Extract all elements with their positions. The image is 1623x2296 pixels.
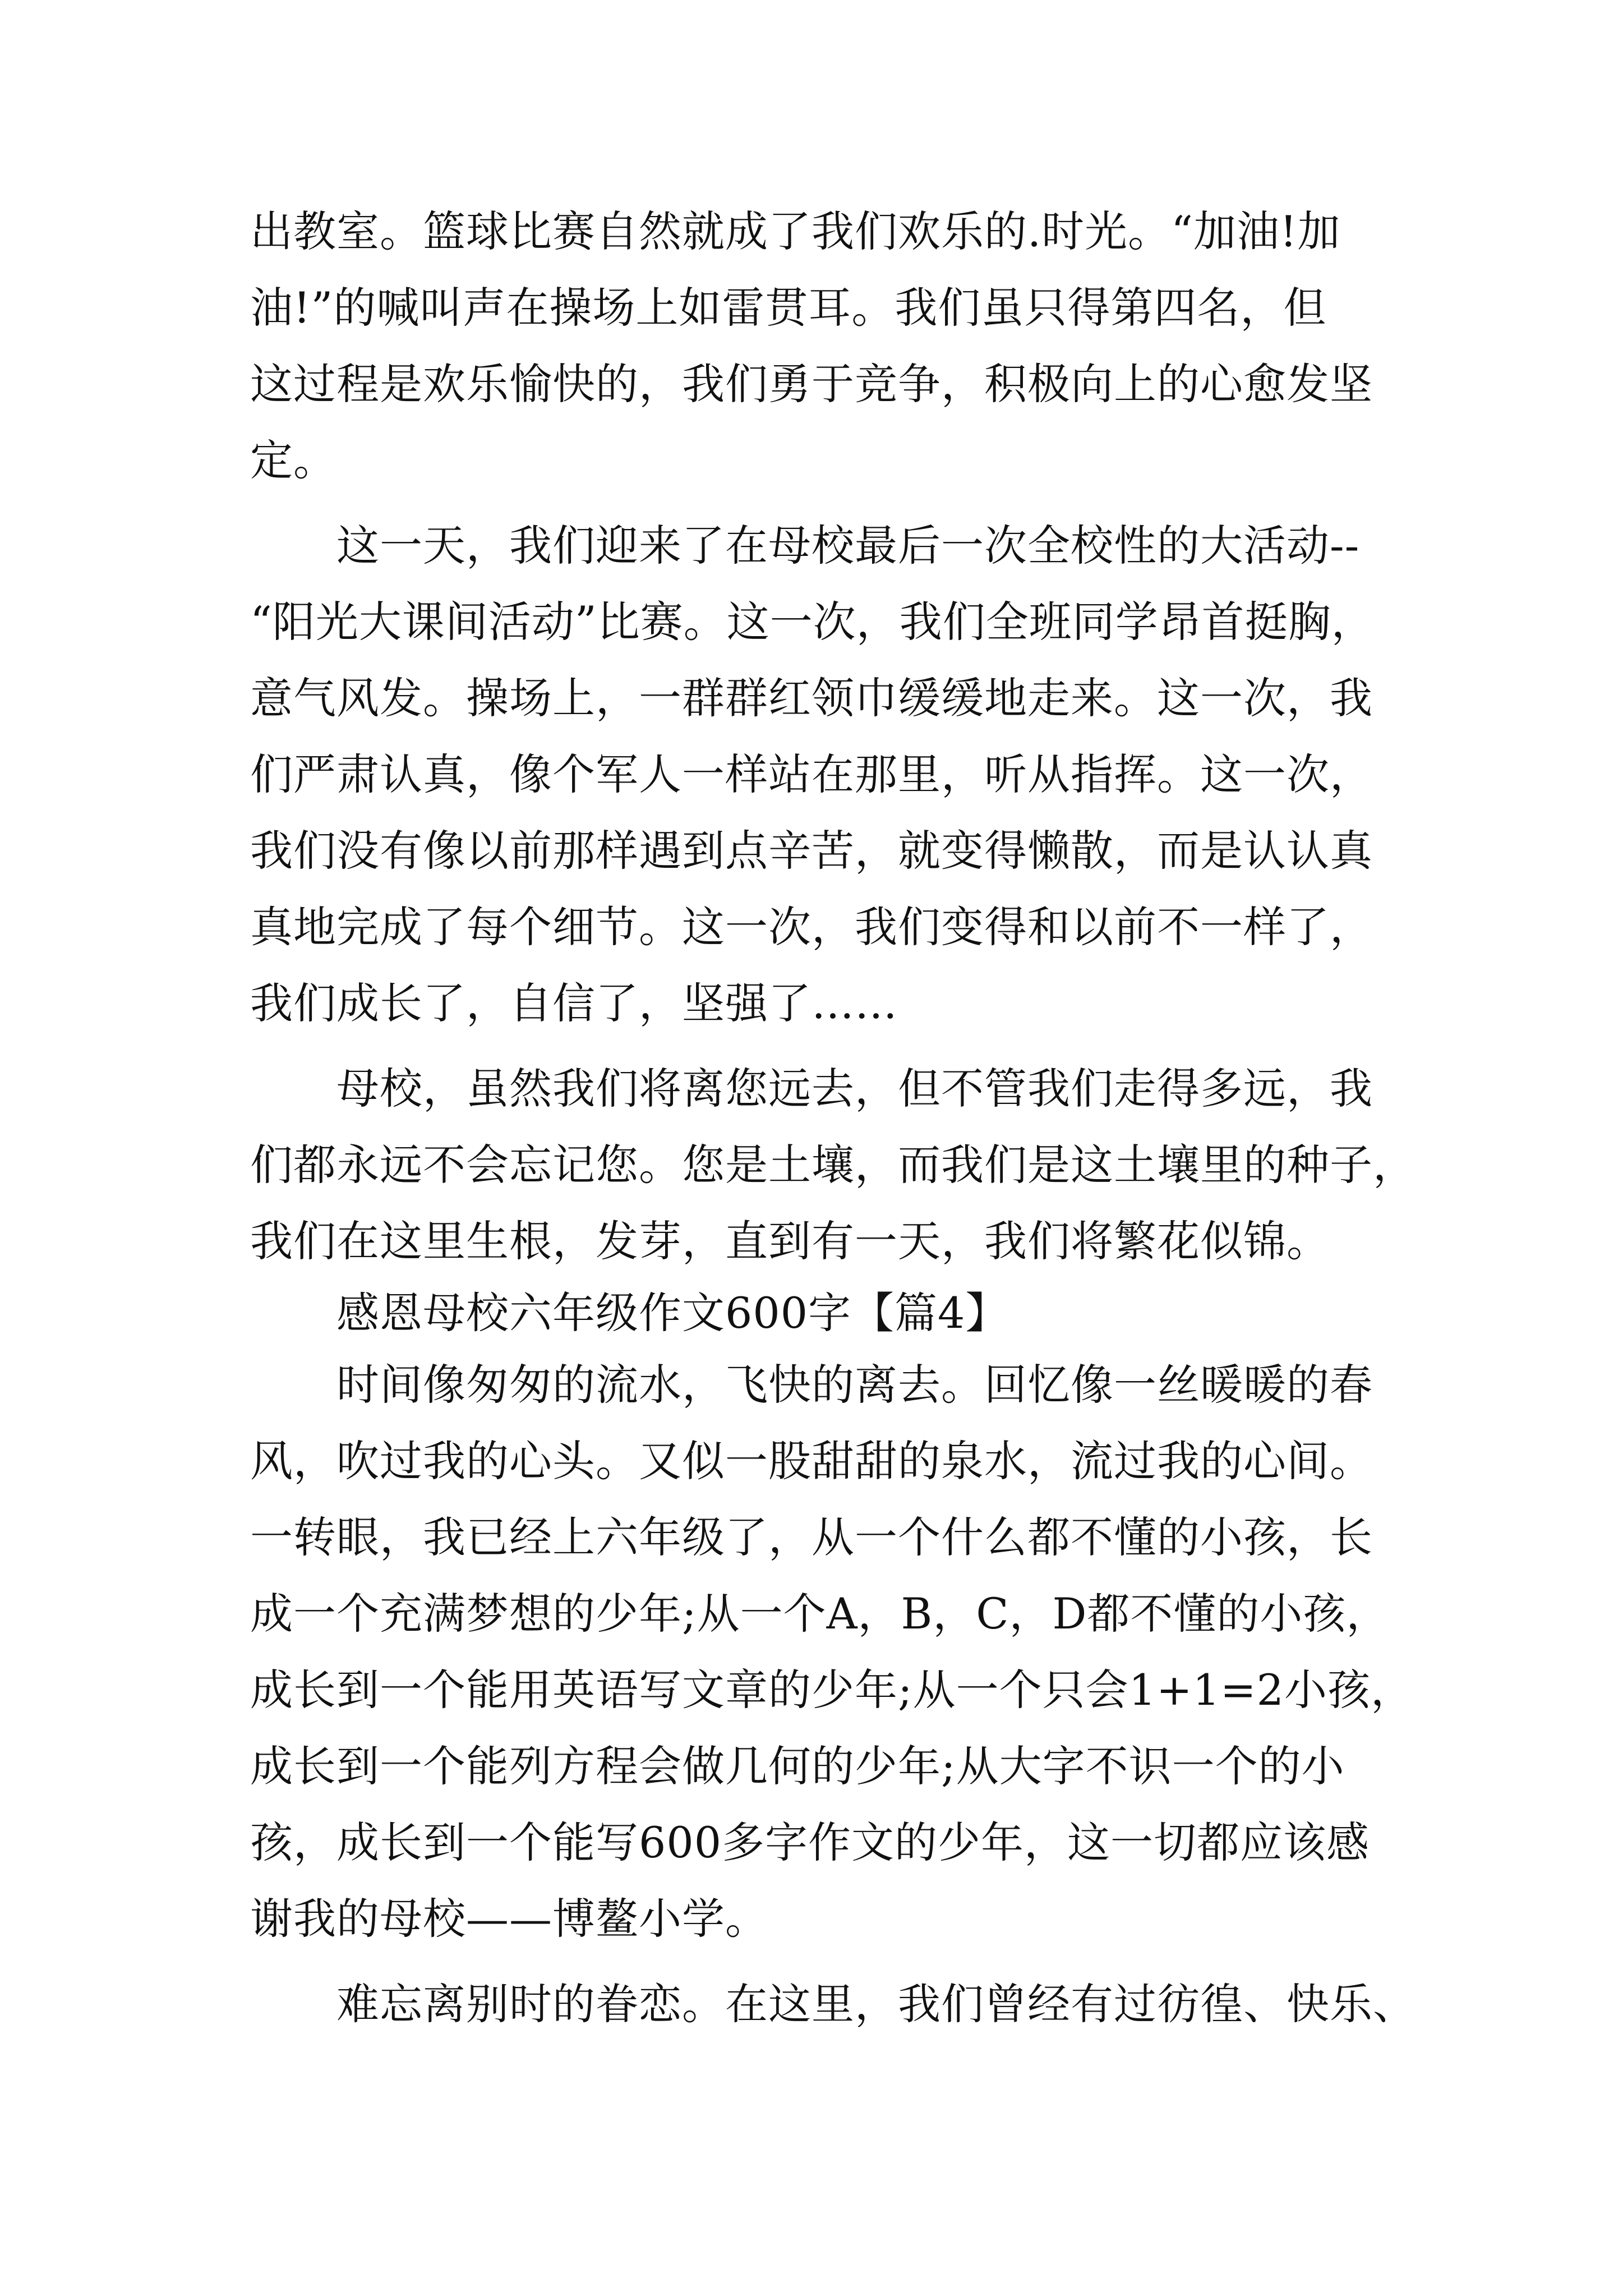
text-line: 意气风发。操场上，一群群红领巾缓缓地走来。这一次，我 — [250, 673, 1373, 723]
text-line: 这一天，我们迎来了在母校最后一次全校性的大活动-- — [336, 521, 1360, 570]
text-line: 孩，成长到一个能写600多字作文的少年，这一切都应该感 — [250, 1818, 1370, 1867]
text-line: 一转眼，我已经上六年级了，从一个什么都不懂的小孩，长 — [250, 1512, 1373, 1562]
text-line: 定。 — [250, 435, 336, 485]
text-line: 母校，虽然我们将离您远去，但不管我们走得多远，我 — [336, 1064, 1373, 1114]
text-line: “阳光大课间活动”比赛。这一次，我们全班同学昂首挺胸， — [250, 597, 1375, 647]
text-line: 成长到一个能用英语写文章的少年;从一个只会1+1=2小孩， — [250, 1665, 1414, 1715]
text-line: 们严肃认真，像个军人一样站在那里，听从指挥。这一次， — [250, 749, 1373, 799]
text-line: 们都永远不会忘记您。您是土壤，而我们是这土壤里的种子， — [250, 1140, 1416, 1190]
text-line: 出教室。篮球比赛自然就成了我们欢乐的.时光。“加油!加 — [250, 206, 1341, 256]
text-line: 我们成长了，自信了，坚强了…… — [250, 978, 898, 1028]
text-line: 真地完成了每个细节。这一次，我们变得和以前不一样了， — [250, 902, 1373, 952]
text-line: 我们在这里生根，发芽，直到有一天，我们将繁花似锦。 — [250, 1216, 1330, 1266]
text-line: 成一个充满梦想的少年;从一个A，B，C，D都不懂的小孩， — [250, 1589, 1390, 1639]
text-line: 谢我的母校——博鳌小学。 — [250, 1894, 768, 1944]
text-line: 难忘离别时的眷恋。在这里，我们曾经有过彷徨、快乐、 — [336, 1979, 1416, 2029]
text-line: 油!”的喊叫声在操场上如雷贯耳。我们虽只得第四名，但 — [250, 283, 1327, 333]
text-line: 这过程是欢乐愉快的，我们勇于竞争，积极向上的心愈发坚 — [250, 359, 1373, 409]
section-heading: 感恩母校六年级作文600字【篇4】 — [336, 1288, 1009, 1338]
text-line: 成长到一个能列方程会做几何的少年;从大字不识一个的小 — [250, 1741, 1345, 1791]
text-line: 我们没有像以前那样遇到点辛苦，就变得懒散，而是认认真 — [250, 826, 1373, 876]
text-line: 时间像匆匆的流水，飞快的离去。回忆像一丝暖暖的春 — [336, 1360, 1373, 1410]
text-line: 风，吹过我的心头。又似一股甜甜的泉水，流过我的心间。 — [250, 1436, 1373, 1486]
